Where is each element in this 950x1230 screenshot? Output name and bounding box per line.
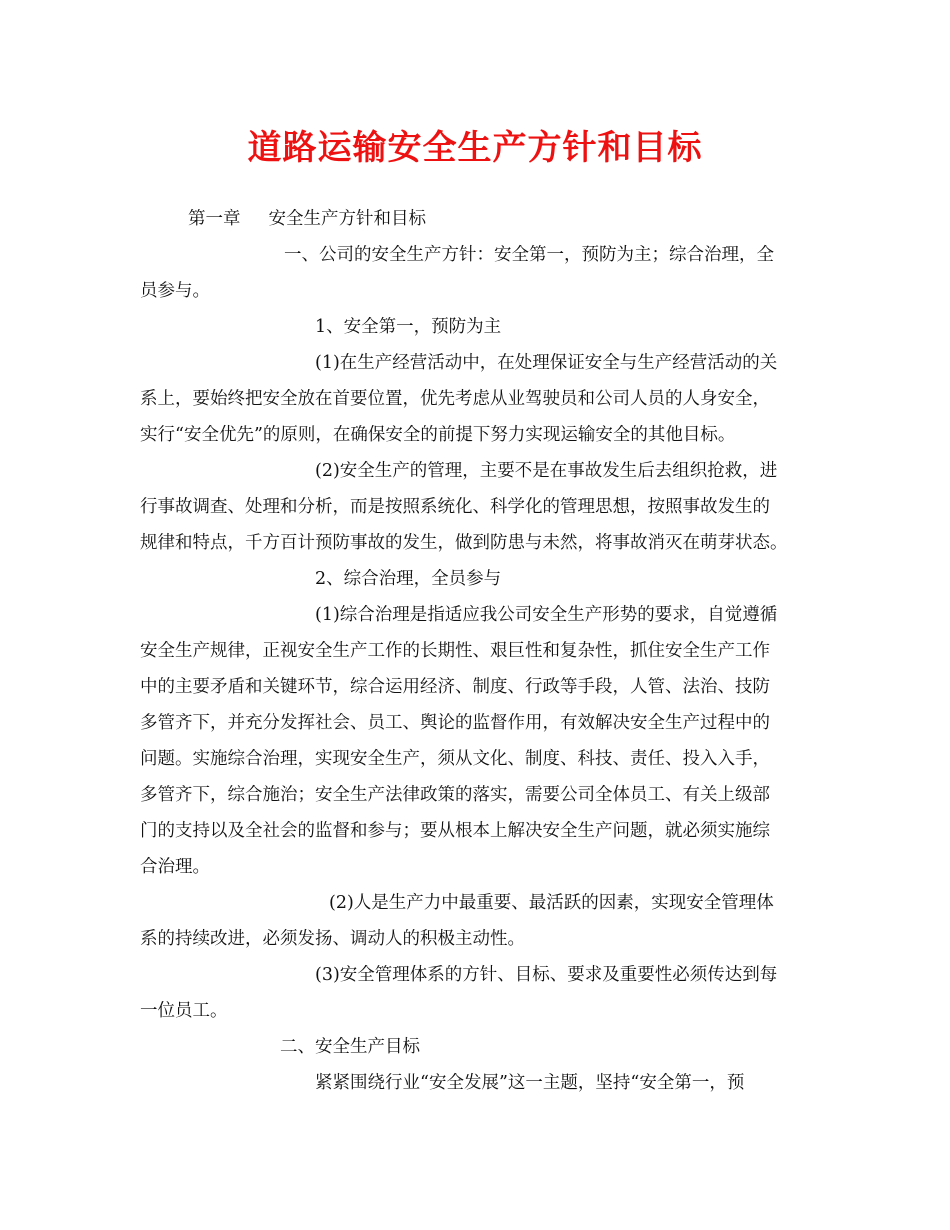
section-heading: 1、安全第一，预防为主: [315, 317, 502, 337]
section-heading: 2、综合治理，全员参与: [315, 569, 502, 589]
chapter-label: 第一章: [188, 209, 241, 229]
paragraph-line: 中的主要矛盾和关键环节，综合运用经济、制度、行政等手段，人管、法治、技防: [140, 677, 770, 697]
paragraph-line: 问题。实施综合治理，实现安全生产，须从文化、制度、科技、责任、投入入手，: [140, 749, 770, 769]
paragraph-line: (1)综合治理是指适应我公司安全生产形势的要求，自觉遵循: [315, 605, 778, 625]
paragraph-line: 合治理。: [140, 857, 210, 877]
paragraph-line: 门的支持以及全社会的监督和参与；要从根本上解决安全生产问题，就必须实施综: [140, 821, 770, 841]
document-title: 道路运输安全生产方针和目标: [247, 128, 703, 168]
paragraph-line: 紧紧围绕行业“安全发展”这一主题，坚持“安全第一，预: [315, 1073, 745, 1093]
section-heading: 二、安全生产目标: [280, 1037, 420, 1057]
paragraph-line: (1)在生产经营活动中，在处理保证安全与生产经营活动的关: [315, 353, 778, 373]
paragraph-line: 系的持续改进，必须发扬、调动人的积极主动性。: [140, 929, 525, 949]
paragraph-line: 系上，要始终把安全放在首要位置，优先考虑从业驾驶员和公司人员的人身安全，: [140, 389, 770, 409]
paragraph-line: 多管齐下，并充分发挥社会、员工、舆论的监督作用，有效解决安全生产过程中的: [140, 713, 770, 733]
paragraph-line: 一、公司的安全生产方针：安全第一，预防为主；综合治理，全: [284, 245, 774, 265]
paragraph-line: 一位员工。: [140, 1001, 228, 1021]
paragraph-line: 行事故调查、处理和分析，而是按照系统化、科学化的管理思想，按照事故发生的: [140, 497, 770, 517]
paragraph-line: 实行“安全优先”的原则，在确保安全的前提下努力实现运输安全的其他目标。: [140, 425, 736, 445]
paragraph-line: 员参与。: [140, 281, 210, 301]
chapter-title: 安全生产方针和目标: [268, 209, 426, 229]
chapter-heading: [188, 206, 426, 232]
paragraph-line: (2)人是生产力中最重要、最活跃的因素，实现安全管理体: [329, 893, 774, 913]
paragraph-line: 多管齐下，综合施治；安全生产法律政策的落实，需要公司全体员工、有关上级部: [140, 785, 770, 805]
paragraph-line: (2)安全生产的管理，主要不是在事故发生后去组织抢救，进: [315, 461, 778, 481]
paragraph-line: 安全生产规律，正视安全生产工作的长期性、艰巨性和复杂性，抓住安全生产工作: [140, 641, 770, 661]
paragraph-line: 规律和特点，千方百计预防事故的发生，做到防患与未然，将事故消灭在萌芽状态。: [140, 533, 788, 553]
paragraph-line: (3)安全管理体系的方针、目标、要求及重要性必须传达到每: [315, 965, 778, 985]
